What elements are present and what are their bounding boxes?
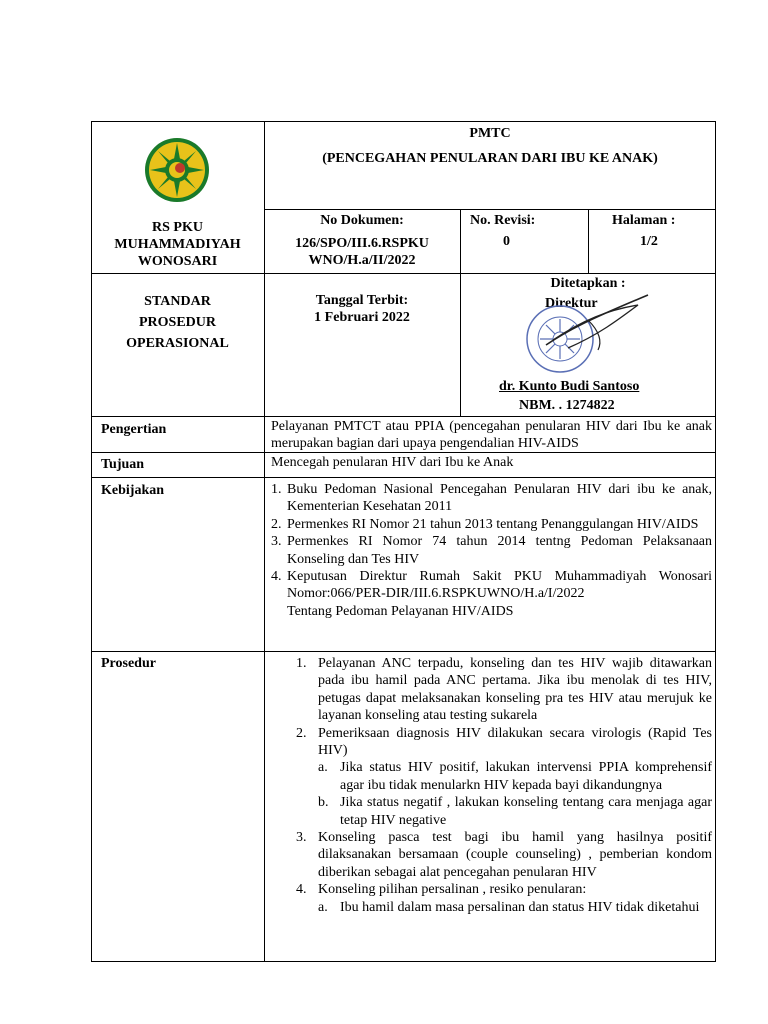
list-text-extra: Tentang Pedoman Pelayanan HIV/AIDS xyxy=(287,603,514,619)
col-divider-revisi xyxy=(460,209,461,273)
row-divider-pengertian xyxy=(91,416,716,417)
page-value: 1/2 xyxy=(640,234,658,249)
hospital-name-line3: WONOSARI xyxy=(137,254,218,269)
list-text: Pemeriksaan diagnosis HIV dilakukan secara virologis (Rapid Tes HIV) xyxy=(318,725,712,759)
tujuan-label: Tujuan xyxy=(101,457,145,472)
col-divider-director xyxy=(460,273,461,416)
issue-date-label: Tanggal Terbit: xyxy=(315,293,409,308)
row-divider-tujuan xyxy=(91,452,716,453)
director-title: Direktur xyxy=(545,296,598,311)
prosedur-subitem xyxy=(296,759,712,794)
pengertian-text: Pelayanan PMTCT atau PPIA (pencegahan penularan HIV dari Ibu ke anak merupakan bagian dari upaya pengendalian HIV-AIDS xyxy=(271,419,712,451)
kebijakan-label: Kebijakan xyxy=(101,483,165,498)
list-text: Ibu hamil dalam masa persalinan dan status HIV tidak diketahui xyxy=(340,899,700,915)
list-number: 3. xyxy=(296,830,307,846)
list-text: Permenkes RI Nomor 21 tahun 2013 tentang Penanggulangan HIV/AIDS xyxy=(287,516,699,532)
list-number: 1. xyxy=(296,656,307,671)
pengertian-label: Pengertian xyxy=(101,422,167,437)
list-letter: a. xyxy=(318,760,328,776)
list-text: Buku Pedoman Nasional Pencegahan Penularan HIV dari ibu ke anak, Kementerian Kesehatan 2011 xyxy=(287,482,712,515)
list-number: 2. xyxy=(271,516,282,532)
doc-number-label: No Dokumen: xyxy=(320,213,404,228)
sop-label-line3: OPERASIONAL xyxy=(126,336,229,351)
list-text: Konseling pilihan persalinan , resiko penularan: xyxy=(318,882,587,898)
list-number: 2. xyxy=(296,725,307,741)
prosedur-item xyxy=(296,881,712,898)
kebijakan-item xyxy=(271,568,712,620)
prosedur-item xyxy=(296,655,712,725)
issue-date-value: 1 Februari 2022 xyxy=(314,310,410,325)
prosedur-item xyxy=(296,725,712,760)
list-text: Permenkes RI Nomor 74 tahun 2014 tentng Pedoman Pelaksanaan Konseling dan Tes HIV xyxy=(287,534,712,567)
list-text: Jika status HIV positif, lakukan intervensi PPIA komprehensif agar ibu tidak menularkn HIV kepada bayi dikandungnya xyxy=(340,760,712,793)
list-number: 4. xyxy=(271,569,282,585)
list-text: Keputusan Direktur Rumah Sakit PKU Muhammadiyah Wonosari Nomor:066/PER-DIR/III.6.RSPKUWNO/H.a/I/2022 xyxy=(287,569,712,602)
document-subtitle: (PENCEGAHAN PENULARAN DARI IBU KE ANAK) xyxy=(322,151,658,166)
row-divider-kebijakan xyxy=(91,477,716,478)
col-divider-halaman xyxy=(588,209,589,273)
col-divider-sections xyxy=(264,416,265,962)
row-divider-title xyxy=(264,209,716,210)
prosedur-list xyxy=(296,655,712,916)
document-title: PMTC xyxy=(469,126,511,141)
kebijakan-item xyxy=(271,533,712,568)
prosedur-item xyxy=(296,829,712,881)
list-number: 4. xyxy=(296,882,307,898)
hospital-logo-icon xyxy=(144,137,210,203)
director-nbm: NBM. . 1274822 xyxy=(519,398,615,413)
prosedur-subitem xyxy=(296,794,712,829)
prosedur-subitem xyxy=(296,899,712,916)
list-text: Konseling pasca test bagi ibu hamil yang hasilnya positif dilaksanakan bersamaan (couple counseling) , pemberian kondom diberikan sebagai alat pencegahan penularan HIV xyxy=(318,830,712,880)
list-text: Pelayanan ANC terpadu, konseling dan tes HIV wajib ditawarkan pada ibu hamil pada ANC pertama. Jika ibu menolak di tes HIV, petugas dapat melaksanakan konseling pra tes HIV atau merujuk ke layanan konseling atau testing sukarela xyxy=(318,656,712,724)
revision-value: 0 xyxy=(503,234,510,249)
list-number: 1. xyxy=(271,482,282,497)
signature-icon xyxy=(528,290,658,360)
kebijakan-item xyxy=(271,481,712,516)
row-divider-prosedur xyxy=(91,651,716,652)
sop-label-line1: STANDAR xyxy=(144,294,211,309)
kebijakan-item xyxy=(271,516,712,533)
row-divider-docinfo xyxy=(91,273,716,274)
doc-number-value-line2: WNO/H.a/II/2022 xyxy=(308,253,416,268)
sop-label-line2: PROSEDUR xyxy=(138,315,216,330)
director-name: dr. Kunto Budi Santoso xyxy=(499,379,640,394)
kebijakan-list xyxy=(271,481,712,620)
page-label: Halaman : xyxy=(612,213,676,228)
list-letter: b. xyxy=(318,795,329,811)
hospital-name-line2: MUHAMMADIYAH xyxy=(114,237,241,252)
hospital-name-line1: RS PKU xyxy=(152,220,203,235)
list-letter: a. xyxy=(318,899,328,915)
tujuan-text: Mencegah penularan HIV dari Ibu ke Anak xyxy=(271,455,514,470)
established-label: Ditetapkan : xyxy=(550,276,626,291)
revision-label: No. Revisi: xyxy=(470,213,536,228)
doc-number-value-line1: 126/SPO/III.6.RSPKU xyxy=(295,236,429,251)
prosedur-label: Prosedur xyxy=(101,656,156,671)
list-text: Jika status negatif , lakukan konseling tentang cara menjaga agar tetap HIV negative xyxy=(340,795,712,828)
list-number: 3. xyxy=(271,534,282,550)
